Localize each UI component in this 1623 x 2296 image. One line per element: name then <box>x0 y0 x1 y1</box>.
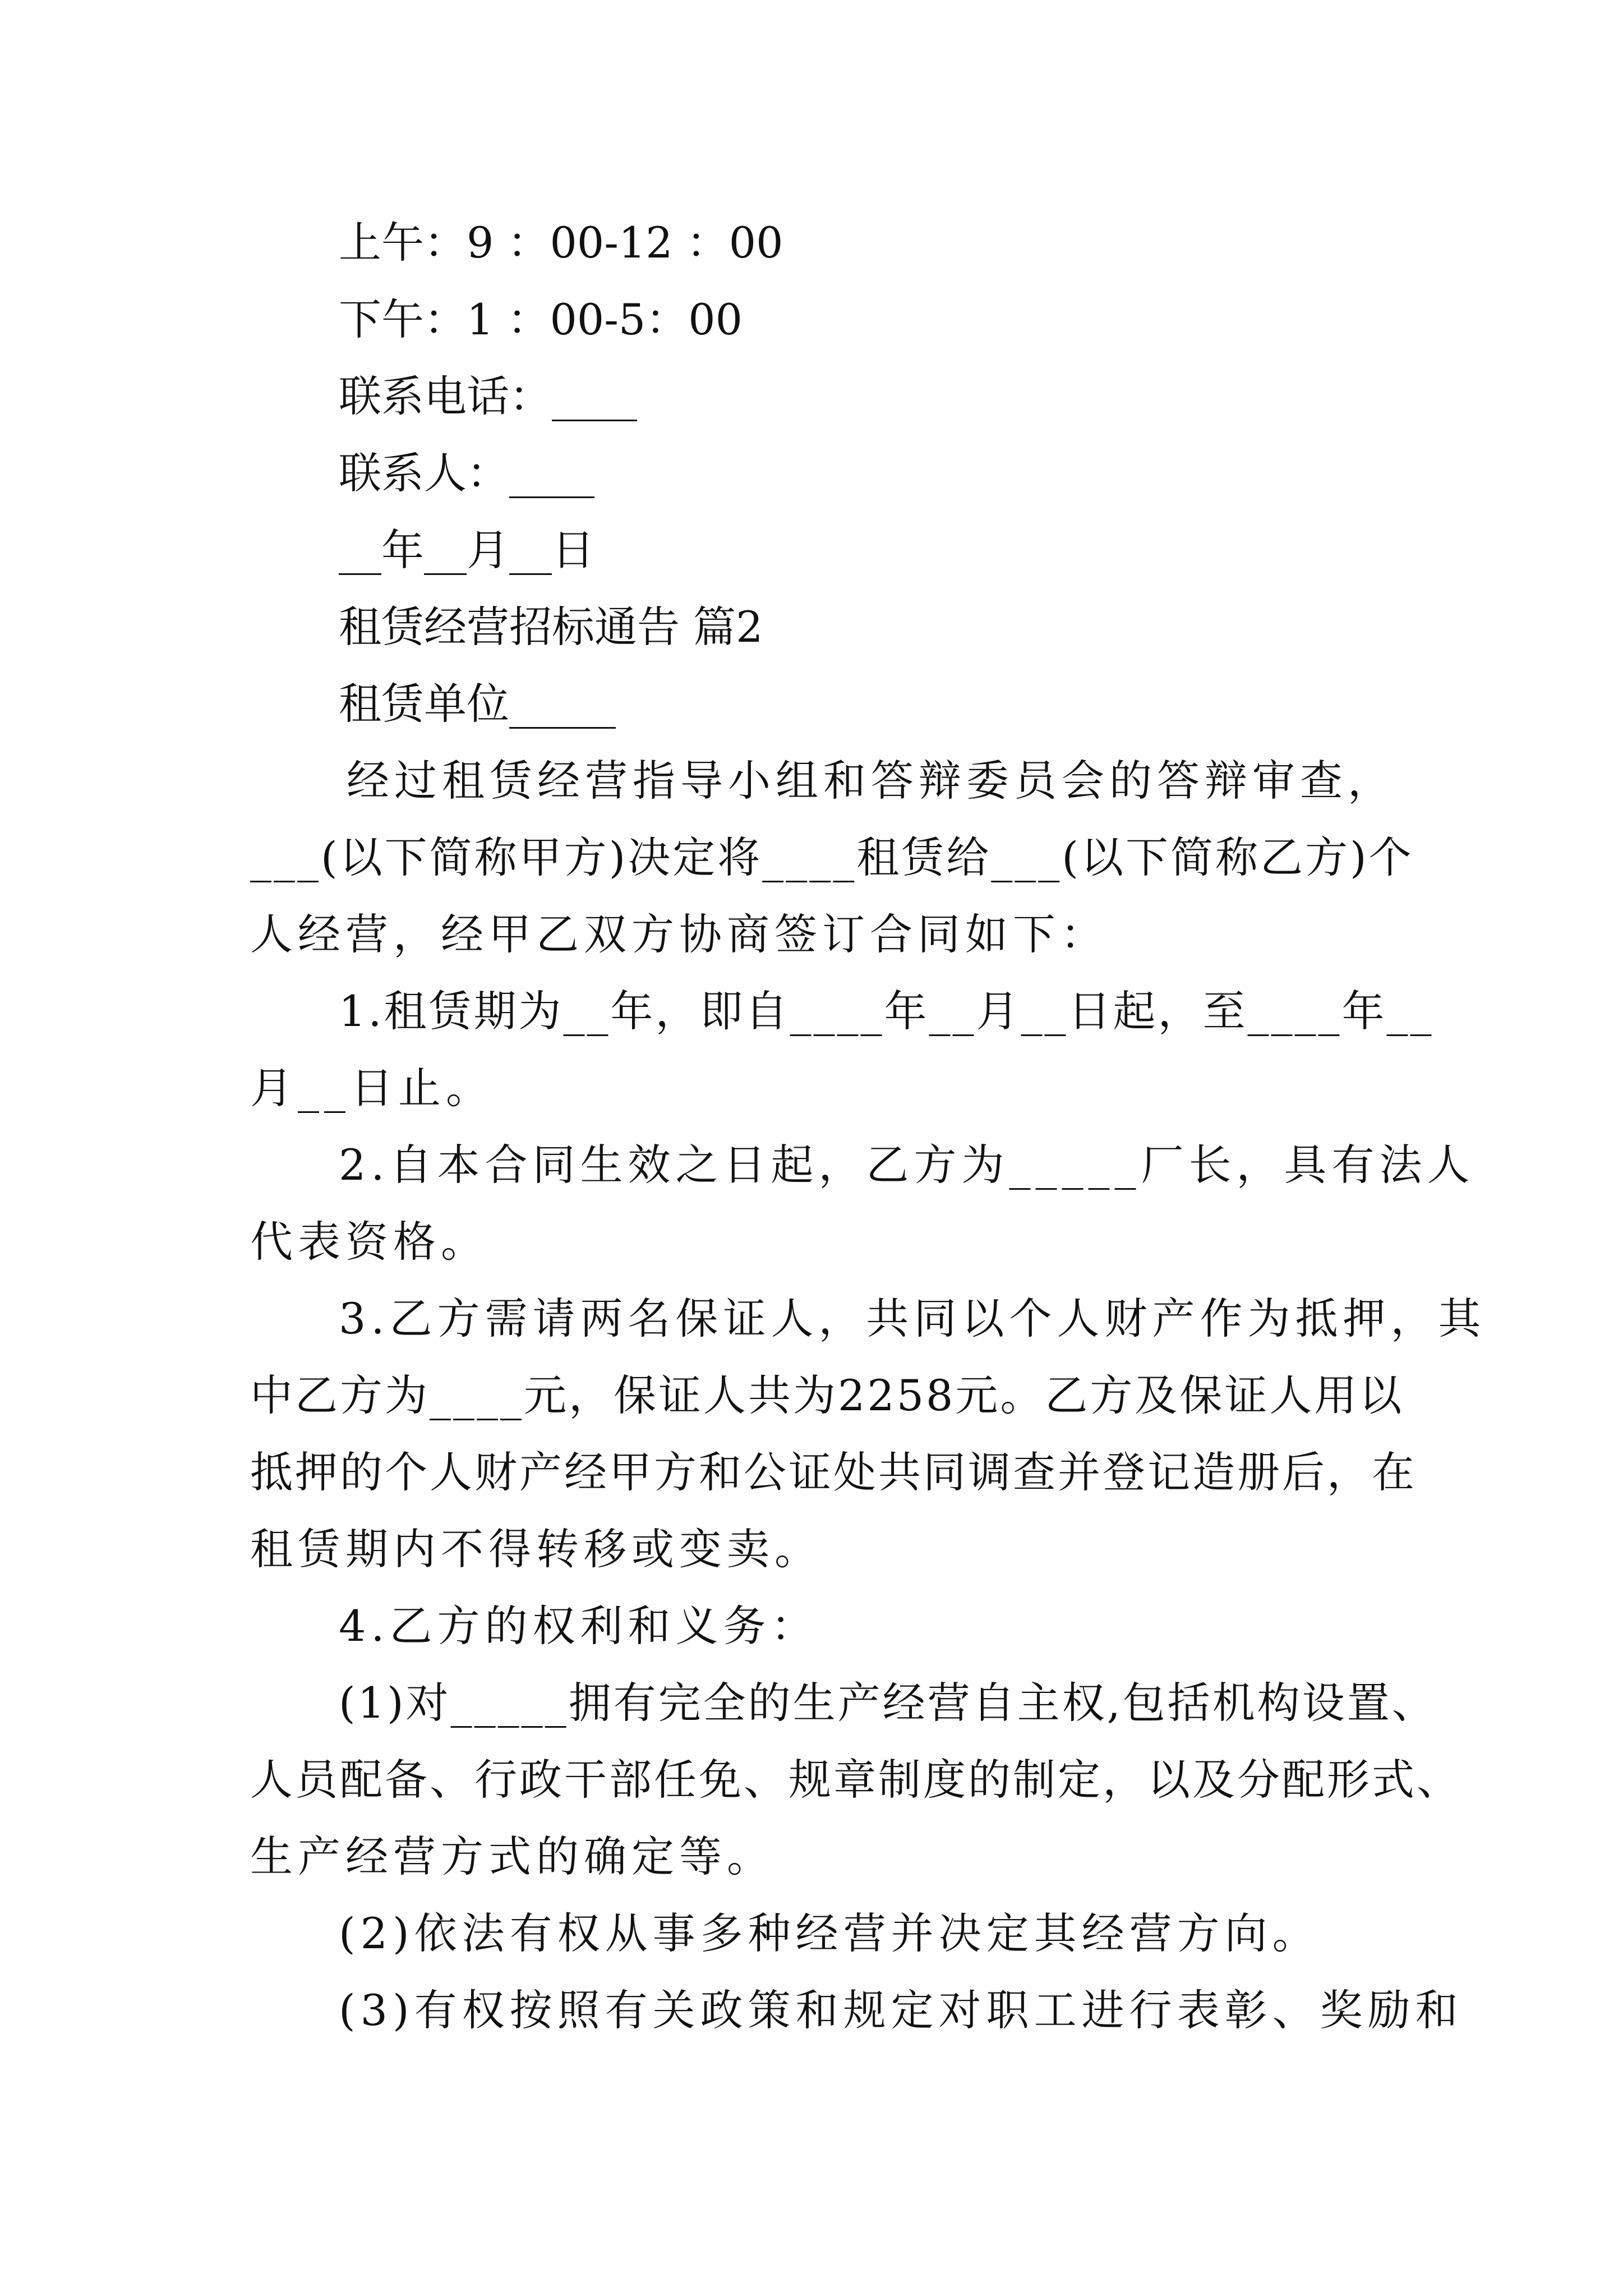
clause-4-item-2: (2)依法有权从事多种经营并决定其经营方向。 <box>339 1908 1320 1958</box>
clause-2-cont: 代表资格。 <box>250 1217 488 1267</box>
clause-3-cont: 租赁期内不得转移或变卖。 <box>250 1524 822 1574</box>
clause-1-cont: 月__日止。 <box>250 1063 494 1113</box>
clause-4-item-1-cont: 生产经营方式的确定等。 <box>250 1832 774 1881</box>
paragraph-intro: 经过租赁经营指导小组和答辩委员会的答辩审查， <box>347 756 1395 806</box>
lessor-unit: 租赁单位_____ <box>339 679 616 729</box>
clause-1: 1.租赁期为__年，即自____年__月__日起，至____年__ <box>339 986 1434 1036</box>
office-hours-afternoon: 下午：1 ：00-5：00 <box>339 295 743 344</box>
clause-2: 2.自本合同生效之日起，乙方为_____厂长，具有法人 <box>339 1140 1475 1190</box>
clause-3: 3.乙方需请两名保证人，共同以个人财产作为抵押，其 <box>339 1294 1486 1343</box>
clause-3-cont: 中乙方为____元，保证人共为2258元。乙方及保证人用以 <box>250 1370 1404 1420</box>
clause-4: 4.乙方的权利和义务： <box>339 1601 819 1651</box>
contact-person: 联系人：____ <box>339 448 594 498</box>
contact-phone: 联系电话：____ <box>339 371 637 421</box>
paragraph-line: ___(以下简称甲方)决定将____租赁给___(以下简称乙方)个 <box>250 832 1414 882</box>
date-line: __年__月__日 <box>339 525 594 575</box>
section-heading: 租赁经营招标通告 篇2 <box>339 602 763 652</box>
clause-4-item-1-cont: 人员配备、行政干部任免、规章制度的制定，以及分配形式、 <box>250 1755 1461 1805</box>
clause-4-item-1: (1)对_____拥有完全的生产经营自主权,包括机构设置、 <box>339 1678 1437 1728</box>
paragraph-line: 人经营，经甲乙双方协商签订合同如下： <box>250 909 1108 959</box>
clause-3-cont: 抵押的个人财产经甲方和公证处共同调查并登记造册后，在 <box>250 1447 1417 1497</box>
clause-4-item-3: (3)有权按照有关政策和规定对职工进行表彰、奖励和 <box>339 1985 1463 2035</box>
office-hours-morning: 上午：9 ：00-12 ：00 <box>339 218 783 268</box>
